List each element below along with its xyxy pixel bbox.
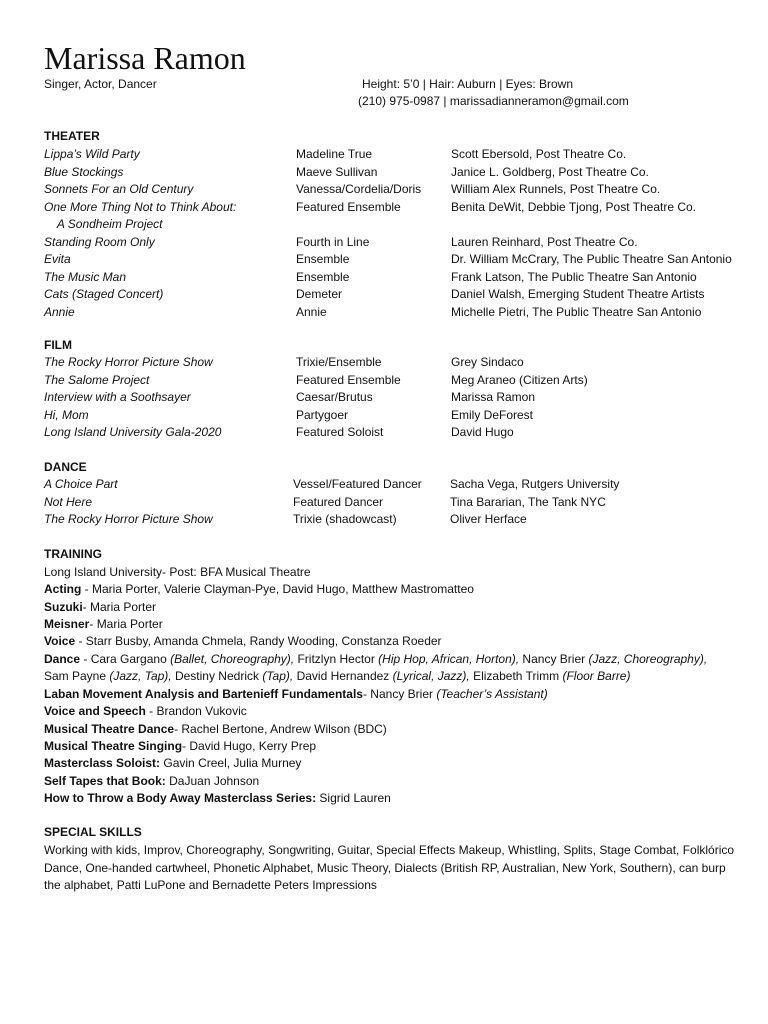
section-heading-training: TRAINING [44, 547, 102, 561]
credit-role: Featured Dancer [293, 494, 384, 509]
credit-role: Trixie (shadowcast) [293, 512, 397, 526]
film-credit-row [44, 424, 764, 442]
theater-credit-row [44, 199, 764, 217]
theater-credit-row [44, 269, 764, 287]
contact-info: (210) 975-0987 | marissadianneramon@gmail.com [358, 94, 629, 108]
tagline: Singer, Actor, Dancer [44, 77, 157, 91]
theater-credit-row [44, 304, 764, 322]
credit-title: Blue Stockings [44, 164, 124, 179]
credit-role: Vanessa/Cordelia/Doris [296, 182, 422, 196]
training-line: Voice and Speech - Brandon Vukovic [44, 704, 247, 718]
credit-role: Ensemble [296, 252, 350, 266]
credit-company: Sacha Vega, Rutgers University [450, 477, 620, 491]
credit-company: Lauren Reinhard, Post Theatre Co. [451, 234, 638, 249]
theater-credit-row [44, 251, 764, 269]
theater-credit-row [44, 146, 764, 164]
training-line: Voice - Starr Busby, Amanda Chmela, Randy Wooding, Constanza Roeder [44, 634, 442, 648]
training-line: Masterclass Soloist: Gavin Creel, Julia Murney [44, 756, 302, 770]
credit-role: Annie [296, 304, 327, 319]
resume-name: Marissa Ramon [44, 40, 246, 76]
training-line: Sam Payne (Jazz, Tap), Destiny Nedrick (Tap), David Hernandez (Lyrical, Jazz), Elizabeth Trimm (Floor Barre) [44, 669, 631, 683]
credit-company: Frank Latson, The Public Theatre San Antonio [451, 269, 697, 284]
credit-role: Trixie/Ensemble [296, 355, 382, 369]
credit-title: Not Here [44, 494, 93, 509]
film-credit-row [44, 372, 764, 390]
credit-role: Featured Soloist [296, 425, 384, 439]
credit-company: Scott Ebersold, Post Theatre Co. [451, 147, 627, 161]
theater-credit-row [44, 216, 764, 234]
credit-company: Daniel Walsh, Emerging Student Theatre Artists [451, 287, 705, 301]
section-heading-theater: THEATER [44, 129, 100, 143]
film-credit-row [44, 354, 764, 372]
credit-title: Evita [44, 252, 71, 266]
training-line: Long Island University- Post: BFA Musical Theatre [44, 565, 311, 579]
credit-company: Benita DeWit, Debbie Tjong, Post Theatre Co. [451, 199, 697, 214]
dance-credit-row [44, 511, 764, 529]
credit-role: Madeline True [296, 147, 373, 161]
training-line: Musical Theatre Singing- David Hugo, Kerry Prep [44, 739, 317, 753]
credit-company: Janice L. Goldberg, Post Theatre Co. [451, 164, 649, 179]
section-heading-dance: DANCE [44, 460, 87, 474]
training-line: Musical Theatre Dance- Rachel Bertone, Andrew Wilson (BDC) [44, 722, 387, 736]
credit-company: Dr. William McCrary, The Public Theatre San Antonio [451, 252, 732, 266]
credit-title: A Choice Part [44, 477, 118, 491]
physical-stats: Height: 5’0 | Hair: Auburn | Eyes: Brown [362, 77, 574, 91]
credit-role: Featured Ensemble [296, 372, 401, 387]
credit-title: One More Thing Not to Think About: [44, 199, 237, 214]
credit-role: Caesar/Brutus [296, 390, 373, 404]
credit-company: Grey Sindaco [451, 355, 524, 369]
credit-company: David Hugo [451, 425, 514, 439]
credit-title: Long Island University Gala-2020 [44, 425, 222, 439]
theater-credit-row [44, 181, 764, 199]
training-line: Acting - Maria Porter, Valerie Clayman-Pye, David Hugo, Matthew Mastromatteo [44, 582, 474, 596]
credit-title: Standing Room Only [44, 234, 155, 249]
training-line: How to Throw a Body Away Masterclass Series: Sigrid Lauren [44, 791, 391, 805]
section-heading-special-skills: SPECIAL SKILLS [44, 825, 142, 839]
training-line: Suzuki- Maria Porter [44, 600, 157, 614]
special-skills-text: Working with kids, Improv, Choreography, Songwriting, Guitar, Special Effects Makeup, Whistling, Splits, Stage Combat, Folklórico Dance, One-handed cartwheel, Phonetic Alphabet, Music Theory, Dialects (British RP, Australian, New York, Southern), can burp the alphabet, Patti LuPone and Bernadette Peters Impressions [44, 843, 735, 892]
film-credit-row [44, 407, 764, 425]
credit-company: William Alex Runnels, Post Theatre Co. [451, 182, 661, 196]
credit-role: Partygoer [296, 407, 349, 422]
credit-title: Lippa’s Wild Party [44, 147, 140, 161]
credit-title: Sonnets For an Old Century [44, 182, 194, 196]
dance-credit-row [44, 476, 764, 494]
film-credit-row [44, 389, 764, 407]
credit-company: Oliver Herface [450, 512, 527, 526]
credit-role: Maeve Sullivan [296, 164, 378, 179]
training-line: Meisner- Maria Porter [44, 617, 163, 631]
section-heading-film: FILM [44, 338, 72, 352]
credit-title: Interview with a Soothsayer [44, 390, 191, 404]
theater-credit-row [44, 164, 764, 182]
credit-title: The Salome Project [44, 372, 150, 387]
credit-title: The Music Man [44, 269, 127, 284]
credit-role: Featured Ensemble [296, 199, 401, 214]
training-line: Self Tapes that Book: DaJuan Johnson [44, 774, 260, 788]
theater-credit-row [44, 286, 764, 304]
credit-title: A Sondheim Project [44, 217, 163, 231]
credit-role: Demeter [296, 287, 343, 301]
credit-title: Annie [44, 304, 75, 319]
credit-title: The Rocky Horror Picture Show [44, 355, 213, 369]
theater-credit-row [44, 234, 764, 252]
dance-credit-row [44, 494, 764, 512]
credit-title: The Rocky Horror Picture Show [44, 512, 213, 526]
credit-title: Hi, Mom [44, 407, 89, 422]
credit-company: Tina Bararian, The Tank NYC [450, 494, 606, 509]
credit-company: Emily DeForest [451, 407, 534, 422]
credit-company: Michelle Pietri, The Public Theatre San Antonio [451, 304, 702, 319]
credit-company: Meg Araneo (Citizen Arts) [451, 372, 588, 387]
training-line: Dance - Cara Gargano (Ballet, Choreography), Fritzlyn Hector (Hip Hop, African, Horton), Nancy Brier (Jazz, Choreography), [44, 652, 708, 666]
credit-title: Cats (Staged Concert) [44, 287, 164, 301]
credit-role: Ensemble [296, 269, 350, 284]
credit-role: Fourth in Line [296, 234, 370, 249]
credit-company: Marissa Ramon [451, 390, 536, 404]
credit-role: Vessel/Featured Dancer [293, 477, 422, 491]
training-line: Laban Movement Analysis and Bartenieff Fundamentals- Nancy Brier (Teacher’s Assistant) [44, 687, 548, 701]
